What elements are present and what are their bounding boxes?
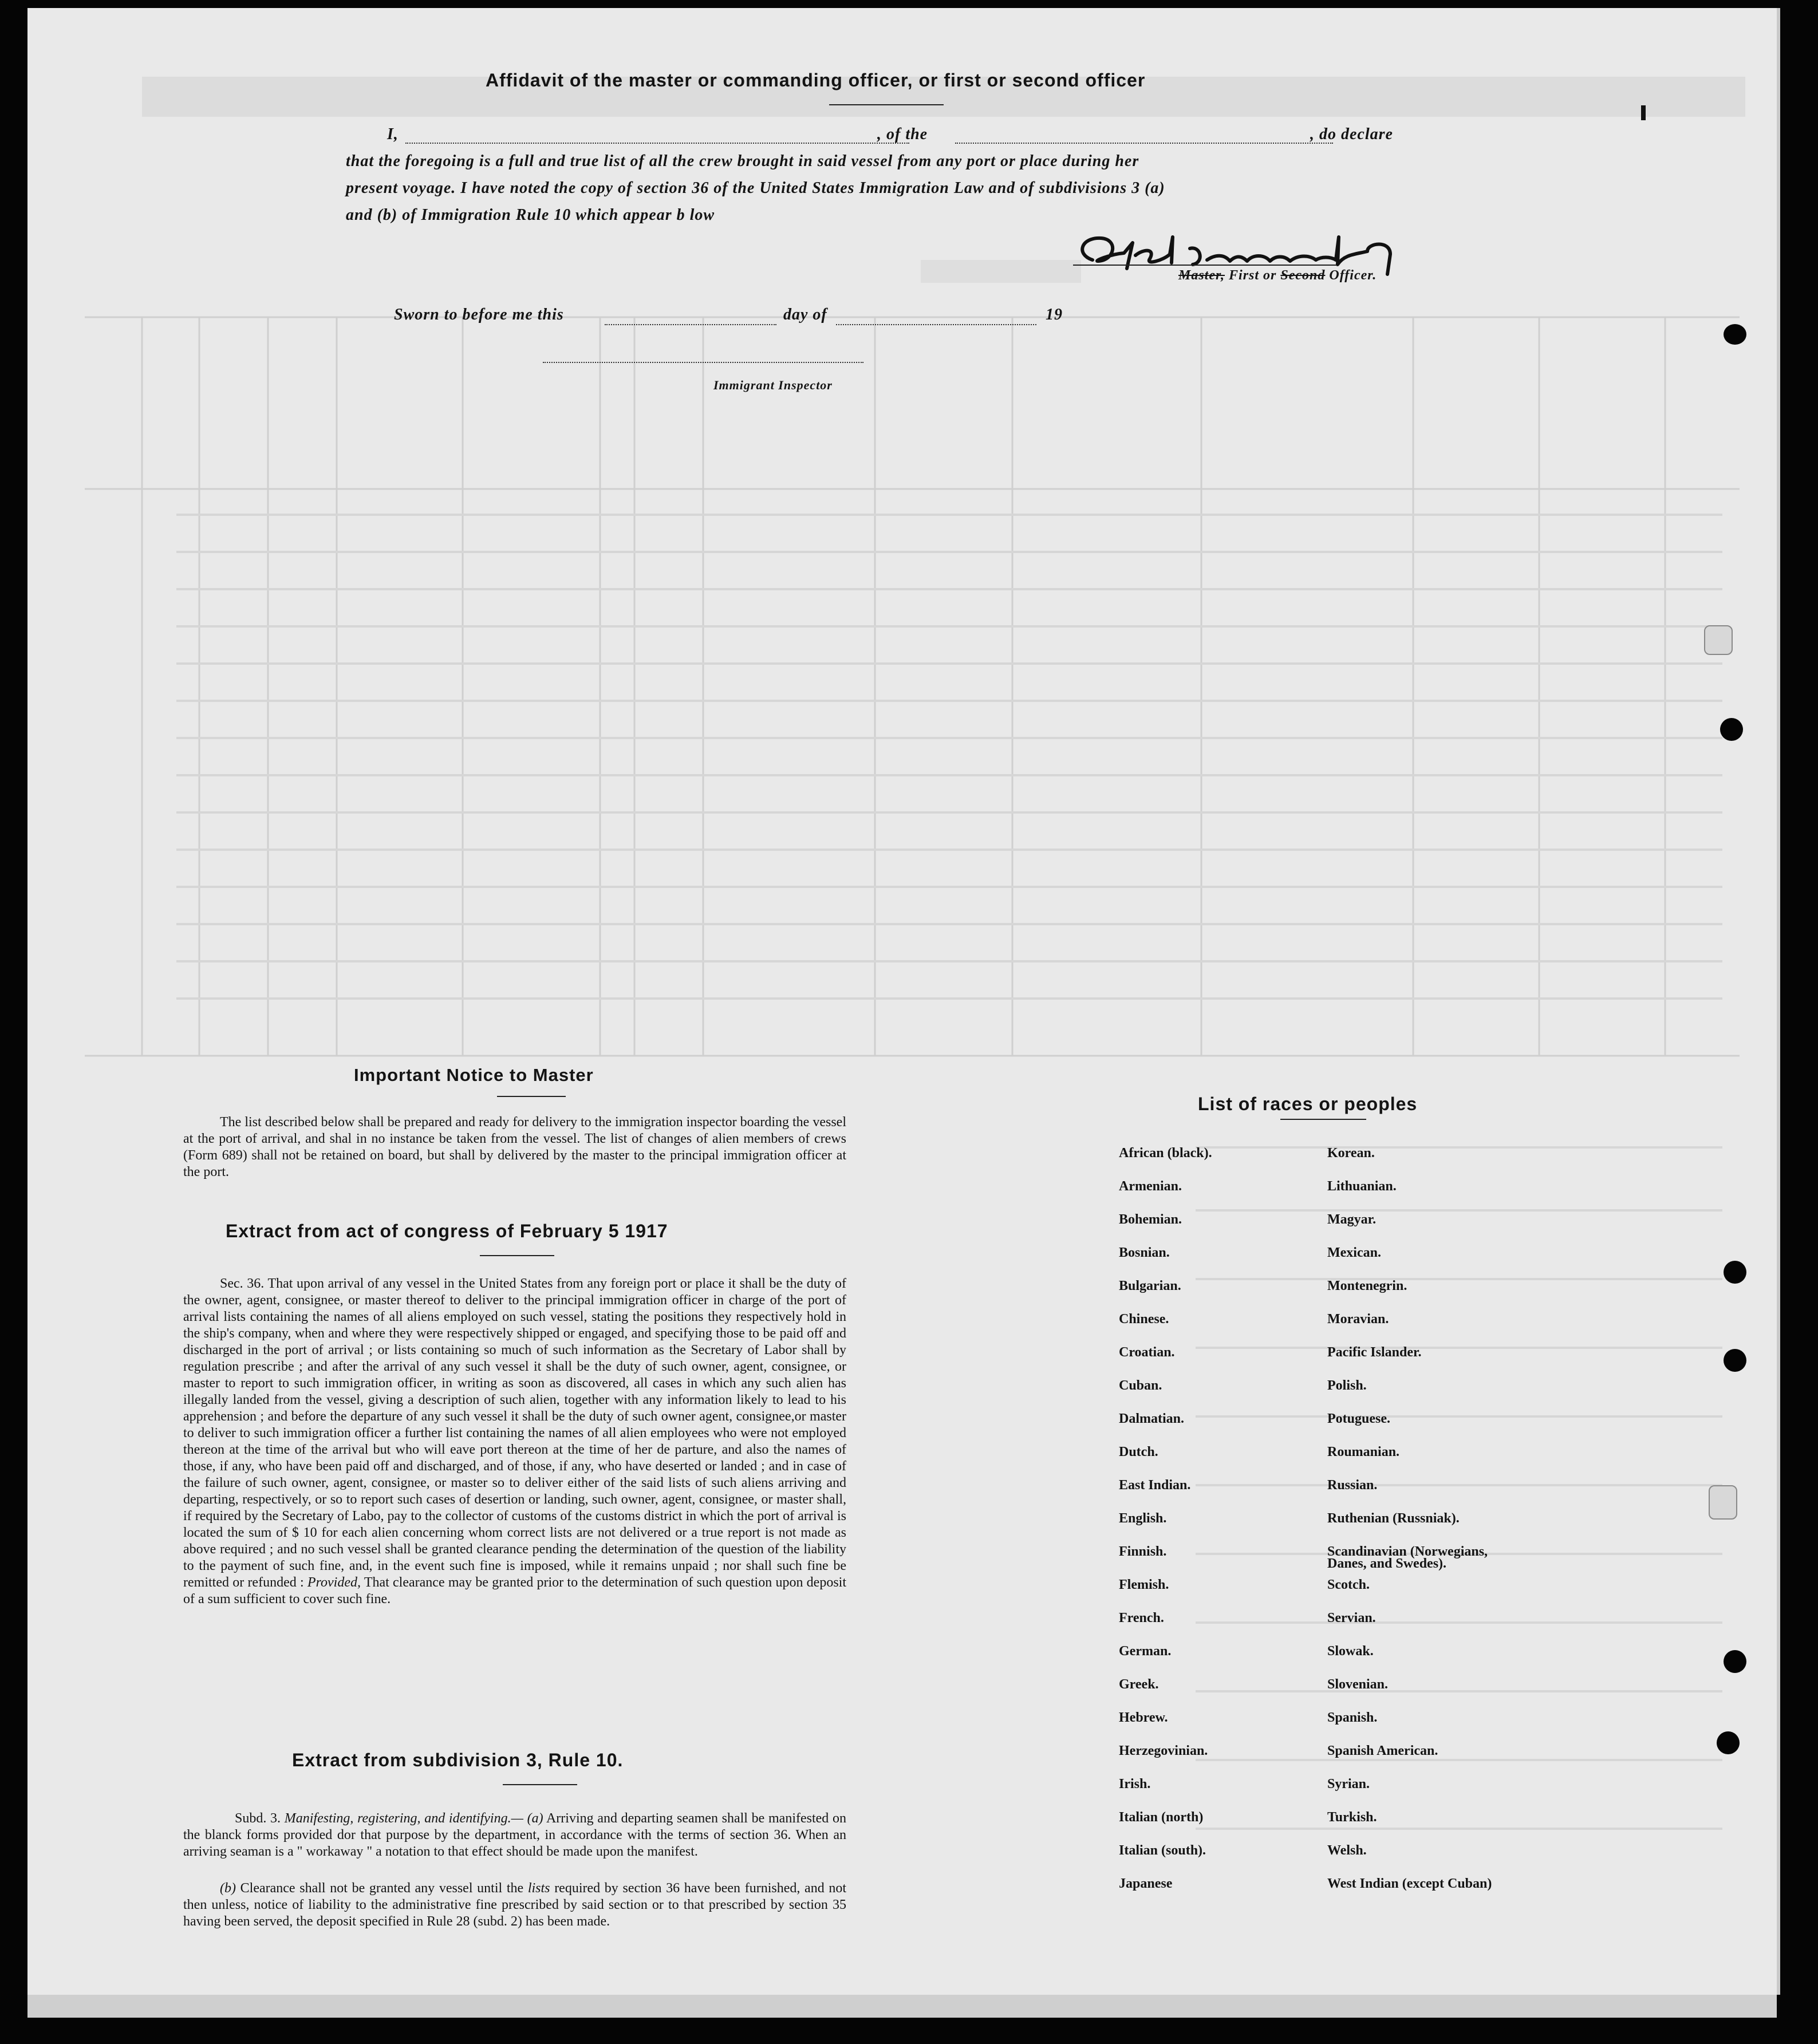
inspector-label: Immigrant Inspector bbox=[713, 378, 833, 392]
race-item: East Indian. bbox=[1119, 1478, 1191, 1493]
rule10-b-text1: Clearance shall not be granted any vessel until the bbox=[240, 1881, 524, 1896]
act-title: Extract from act of congress of February 5 1917 bbox=[226, 1221, 668, 1241]
punch-hole bbox=[1720, 718, 1743, 741]
race-item: Chinese. bbox=[1119, 1312, 1169, 1327]
punch-hole bbox=[1724, 1261, 1746, 1284]
act-underline bbox=[480, 1255, 554, 1256]
race-item: Japanese bbox=[1119, 1876, 1173, 1891]
punch-hole bbox=[1724, 1650, 1746, 1673]
race-item: Potuguese. bbox=[1327, 1411, 1390, 1426]
race-item: Turkish. bbox=[1327, 1810, 1377, 1825]
act-provided: Provided, bbox=[307, 1575, 361, 1590]
page-bottom-edge bbox=[27, 1995, 1777, 2018]
binder-tab bbox=[1704, 625, 1733, 655]
race-item: Welsh. bbox=[1327, 1843, 1367, 1858]
race-item: Montenegrin. bbox=[1327, 1279, 1407, 1293]
name-blank bbox=[405, 143, 909, 144]
races-title: List of races or peoples bbox=[1198, 1094, 1418, 1114]
race-item: Finnish. bbox=[1119, 1544, 1167, 1559]
notice-title: Important Notice to Master bbox=[354, 1065, 594, 1085]
race-item: Spanish American. bbox=[1327, 1743, 1438, 1758]
race-item: Lithuanian. bbox=[1327, 1179, 1397, 1194]
race-item: Bohemian. bbox=[1119, 1212, 1182, 1227]
act-body: That upon arrival of any vessel in the United States from any foreign port or place it shall be the duty of the owner, agent, consignee, or master thereof to deliver to the principal immigration officer in charge of the port of arrival lists containing the names of all aliens employed on such vessel, stating the positions they respectively hold in the ship's company, when and where they were respectively shipped or engaged, and specifying those to be paid off and discharged in the port of arrival ; or lists containing so much of such information as the Secretary of Labor shall by regulation prescribe ; and after the arrival of any such vessel it shall be the duty of such owner, agent, consignee, or master to report to such immigration officer, in writing as soon as discovered, all cases in which any such alien has illegally landed from the vessel, giving a description of such alien, together with any information likely to lead to his apprehension ; and before the departure of any such vessel it shall be the duty of such owner agent, consignee,or master to deliver to such immigration officer a further list containing the names of all alien employees who were not employed thereon at the time of the arrival but who will eave port thereon at the time of her de parture, and also the names of those, if any, who have been paid off and discharged, and of those, if any, who have deserted or landed ; and in case of the failure of such owner, agent, consignee, or master so to deliver either of the said lists of such aliens arriving and departing, respectively, or so to report such cases of desertion or landing, such owner, agent, consignee, or master shall, if required by the Secretary of Labo, pay to the collector of customs of the customs district in which the port of arrival is located the sum of $ 10 for each alien concerning whom correct lists are not delivered or a true report is not made as above required ; and no such vessel shall be granted clearance pending the determination of the question of the liability to the payment of such fine, and, in the event such fine is imposed, while it remains unpaid ; nor shall such fine be remitted or refunded : bbox=[183, 1276, 846, 1590]
race-scandinavian-continued: Danes, and Swedes). bbox=[1327, 1556, 1447, 1571]
race-item: French. bbox=[1119, 1611, 1164, 1625]
race-item: Pacific Islander. bbox=[1327, 1345, 1422, 1360]
race-item: Roumanian. bbox=[1327, 1445, 1400, 1459]
sworn-day-blank bbox=[605, 324, 776, 325]
margin-mark bbox=[1641, 105, 1646, 120]
race-item: Cuban. bbox=[1119, 1378, 1162, 1393]
races-underline bbox=[1280, 1119, 1366, 1120]
race-item: Magyar. bbox=[1327, 1212, 1377, 1227]
race-item: Syrian. bbox=[1327, 1777, 1370, 1792]
race-item: Servian. bbox=[1327, 1611, 1376, 1625]
race-item: Armenian. bbox=[1119, 1179, 1182, 1194]
race-item: Dalmatian. bbox=[1119, 1411, 1184, 1426]
sworn-day-of: day of bbox=[783, 306, 827, 323]
rule10-b-lists: lists bbox=[527, 1881, 550, 1896]
affidavit-do-declare: , do declare bbox=[1310, 125, 1393, 143]
race-item: Slowak. bbox=[1327, 1644, 1374, 1659]
race-item: Hebrew. bbox=[1119, 1710, 1168, 1725]
rule10-subd-label: Subd. 3. bbox=[235, 1811, 281, 1826]
race-item: Dutch. bbox=[1119, 1445, 1158, 1459]
affidavit-line-2: that the foregoing is a full and true list of all the crew brought in said vessel from any port or place during her bbox=[346, 152, 1139, 170]
bleed-through-grid bbox=[27, 8, 1777, 1995]
race-item: Croatian. bbox=[1119, 1345, 1175, 1360]
notice-underline bbox=[497, 1096, 566, 1097]
race-item: Herzegovinian. bbox=[1119, 1743, 1208, 1758]
rule10-subd-a bbox=[183, 1810, 846, 1860]
rule10-title: Extract from subdivision 3, Rule 10. bbox=[292, 1750, 624, 1770]
race-item: Moravian. bbox=[1327, 1312, 1389, 1327]
race-item: Scandinavian (Norwegians, bbox=[1327, 1544, 1488, 1559]
officer-first: First or bbox=[1229, 268, 1277, 283]
sworn-month-blank bbox=[836, 324, 1036, 325]
affidavit-line-3: present voyage. I have noted the copy of section 36 of the United States Immigration Law and of subdivisions 3 (a) bbox=[346, 179, 1165, 197]
act-paragraph bbox=[183, 1276, 846, 1608]
race-item: African (black). bbox=[1119, 1146, 1212, 1161]
race-item: Polish. bbox=[1327, 1378, 1367, 1393]
race-item: Italian (south). bbox=[1119, 1843, 1206, 1858]
race-item: Irish. bbox=[1119, 1777, 1151, 1792]
vessel-blank bbox=[955, 143, 1333, 144]
act-body-end: That clearance may be granted prior to the determination of such question upon deposit of a sum sufficient to cover such fine. bbox=[183, 1575, 847, 1607]
officer-second: Second bbox=[1280, 268, 1326, 283]
rule10-underline bbox=[503, 1784, 577, 1785]
race-item: Slovenian. bbox=[1327, 1677, 1389, 1692]
rule10-b-label: (b) bbox=[220, 1881, 236, 1896]
sworn-year: 19 bbox=[1046, 306, 1063, 323]
officer-master: Master, bbox=[1178, 268, 1225, 283]
rule10-subd-a-text: Arriving and departing seamen shall be manifested on the blanck forms provided dor that purpose by the department, in accordance with the terms of section 36. When an arriving seaman is a " workaway " a notation to that effect should be made upon the manifest. bbox=[183, 1811, 846, 1859]
inspector-signature-line bbox=[543, 362, 863, 363]
rule10-b-text2: required by section 36 have been furnished, and not then unless, notice of liability to the administrative fine prescribed by said section or to that prescribed by section 35 having been served, the deposit specified in Rule 28 (subd. 2) has been made. bbox=[183, 1881, 847, 1929]
punch-hole bbox=[1724, 324, 1746, 345]
notice-body: The list described below shall be prepared and ready for delivery to the immigration inspector boarding the vessel at the port of arrival, and shal in no instance be taken from the vessel. The list of changes of alien members of crews (Form 689) shall not be retained on board, but shall by delivered by the master to the principal immigration officer at the port. bbox=[183, 1115, 846, 1179]
punch-hole bbox=[1724, 1349, 1746, 1372]
title-underline bbox=[829, 104, 944, 105]
affidavit-line-4: and (b) of Immigration Rule 10 which appear b low bbox=[346, 206, 715, 224]
race-item: Bosnian. bbox=[1119, 1245, 1170, 1260]
race-item: Spanish. bbox=[1327, 1710, 1378, 1725]
punch-hole bbox=[1717, 1731, 1740, 1754]
affidavit-i: I, bbox=[387, 125, 399, 143]
race-item: Ruthenian (Russniak). bbox=[1327, 1511, 1460, 1526]
binder-tab bbox=[1709, 1485, 1737, 1520]
race-item: Flemish. bbox=[1119, 1577, 1169, 1592]
race-item: German. bbox=[1119, 1644, 1172, 1659]
race-item: Scotch. bbox=[1327, 1577, 1370, 1592]
affidavit-title: Affidavit of the master or commanding officer, or first or second officer bbox=[486, 70, 1146, 90]
rule10-subd-italic: Manifesting, registering, and identifying.— (a) bbox=[284, 1811, 543, 1826]
officer-suffix: Officer. bbox=[1329, 268, 1377, 283]
rule10-subd-b bbox=[183, 1880, 846, 1930]
sworn-prefix: Sworn to before me this bbox=[394, 306, 564, 323]
race-item: Korean. bbox=[1327, 1146, 1375, 1161]
affidavit-of-the: , of the bbox=[877, 125, 928, 143]
race-item: Greek. bbox=[1119, 1677, 1159, 1692]
race-item: West Indian (except Cuban) bbox=[1327, 1876, 1492, 1891]
race-item: Mexican. bbox=[1327, 1245, 1381, 1260]
signature-line bbox=[1073, 265, 1336, 266]
act-section-label: Sec. 36. bbox=[220, 1276, 265, 1291]
race-item: Russian. bbox=[1327, 1478, 1378, 1493]
document-page bbox=[27, 8, 1780, 1995]
race-item: English. bbox=[1119, 1511, 1167, 1526]
race-item: Bulgarian. bbox=[1119, 1279, 1181, 1293]
officer-title bbox=[1178, 268, 1377, 283]
race-item: Italian (north) bbox=[1119, 1810, 1204, 1825]
